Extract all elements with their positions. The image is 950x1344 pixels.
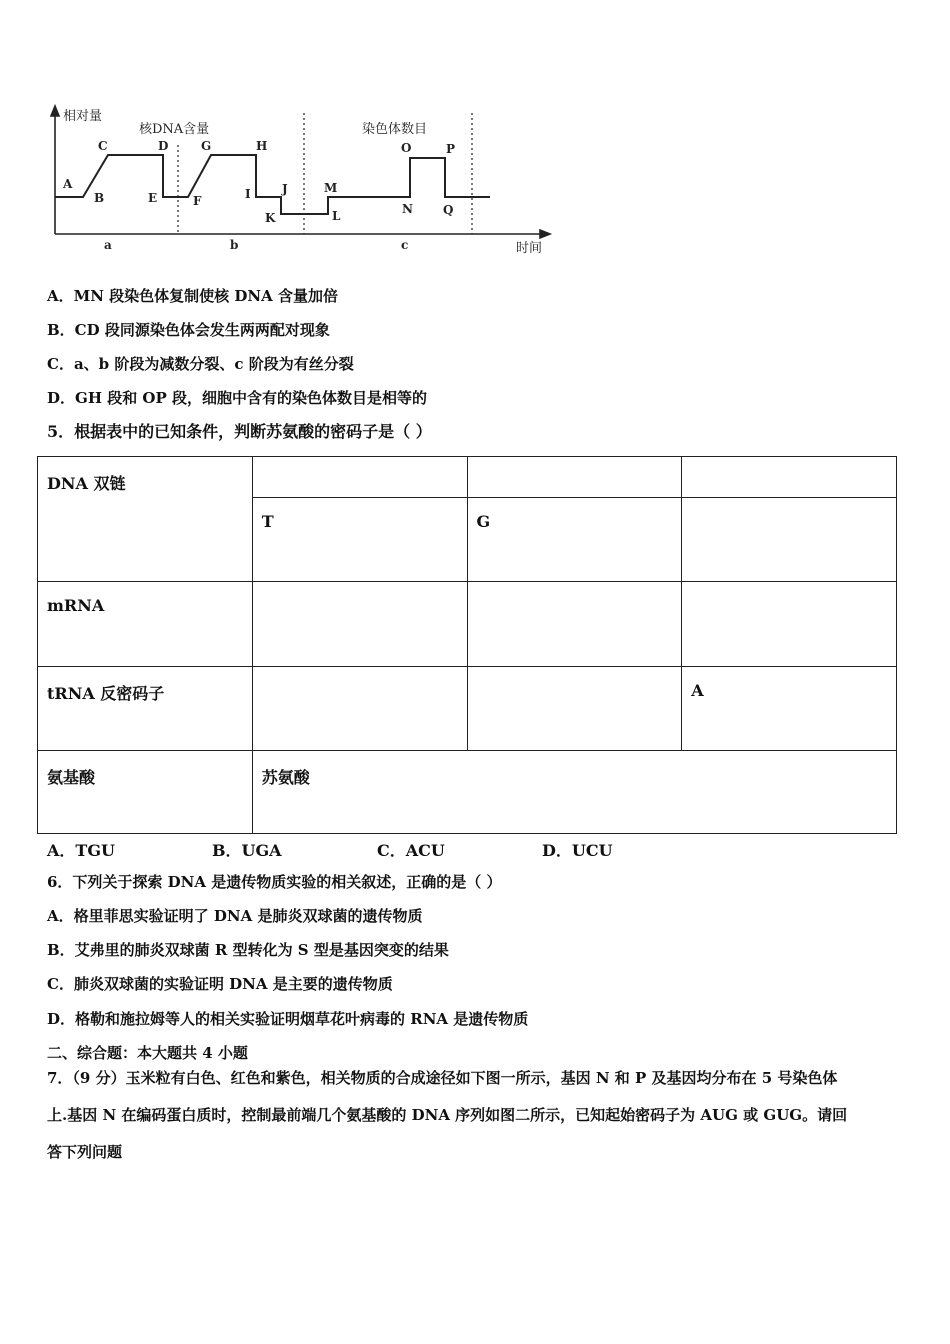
- point-label: N: [402, 202, 413, 216]
- point-label: Q: [443, 203, 454, 217]
- row-header-dna: DNA 双链: [38, 457, 253, 582]
- q5-option-b: B．UGA: [212, 841, 282, 860]
- q4-option-d: D．GH 段和 OP 段，细胞中含有的染色体数目是相等的: [47, 389, 428, 407]
- curve-line: [55, 155, 490, 214]
- phase-label: c: [401, 238, 409, 252]
- table-cell: [252, 582, 467, 667]
- row-header-trna: tRNA 反密码子: [38, 667, 253, 751]
- q6-option-b: B．艾弗里的肺炎双球菌 R 型转化为 S 型是基因突变的结果: [47, 941, 449, 959]
- point-label: K: [265, 211, 276, 225]
- q7-line-3: 答下列问题: [47, 1143, 123, 1161]
- table-cell: [252, 457, 467, 498]
- q4-option-b: B．CD 段同源染色体会发生两两配对现象: [47, 321, 330, 339]
- codon-table: [37, 456, 897, 834]
- q7-line-2: 上.基因 N 在编码蛋白质时，控制最前端几个氨基酸的 DNA 序列如图二所示，已知起始密码子为 AUG 或 GUG。请回: [47, 1106, 848, 1124]
- section-label-dna: 核DNA含量: [139, 122, 210, 137]
- y-axis-label: 相对量: [63, 109, 103, 124]
- point-label: G: [201, 139, 212, 153]
- point-label: J: [282, 182, 288, 196]
- q5-option-a: A．TGU: [47, 841, 115, 860]
- q6-option-a: A．格里菲思实验证明了 DNA 是肺炎双球菌的遗传物质: [47, 907, 423, 925]
- point-label: D: [158, 139, 169, 153]
- q6-option-d: D．格勒和施拉姆等人的相关实验证明烟草花叶病毒的 RNA 是遗传物质: [47, 1010, 529, 1028]
- q6-option-c: C．肺炎双球菌的实验证明 DNA 是主要的遗传物质: [47, 975, 393, 993]
- dna-cell-g: G: [467, 498, 682, 582]
- table-cell: [252, 667, 467, 751]
- section-label-chromosome: 染色体数目: [362, 122, 428, 137]
- point-label: F: [193, 194, 202, 208]
- section-heading: 二、综合题：本大题共 4 小题: [47, 1044, 248, 1062]
- point-label: C: [98, 139, 108, 153]
- amino-acid-value: 苏氨酸: [252, 751, 896, 834]
- table-cell: [682, 498, 897, 582]
- point-label: I: [245, 187, 251, 201]
- x-axis-label: 时间: [516, 241, 543, 256]
- x-axis-arrow: [540, 230, 550, 238]
- point-label: L: [332, 209, 341, 223]
- point-label: H: [256, 139, 268, 153]
- table-cell: [682, 582, 897, 667]
- table-cell: [682, 457, 897, 498]
- point-label: B: [94, 191, 105, 205]
- table-cell: [467, 582, 682, 667]
- q5-stem: 5．根据表中的已知条件，判断苏氨酸的密码子是（ ）: [47, 422, 432, 441]
- dna-cell-t: T: [252, 498, 467, 582]
- row-header-amino-acid: 氨基酸: [38, 751, 253, 834]
- point-label: P: [446, 142, 456, 156]
- phase-label: a: [104, 238, 112, 252]
- point-label: O: [401, 141, 412, 155]
- point-label: E: [148, 191, 158, 205]
- dna-chromosome-figure: [0, 0, 600, 270]
- q5-option-c: C．ACU: [377, 841, 445, 860]
- q6-stem: 6．下列关于探索 DNA 是遗传物质实验的相关叙述，正确的是（ ）: [47, 873, 502, 891]
- q4-option-c: C．a、b 阶段为减数分裂、c 阶段为有丝分裂: [47, 355, 354, 373]
- phase-label: b: [230, 238, 239, 252]
- point-label: M: [324, 181, 338, 195]
- point-label: A: [63, 177, 73, 191]
- q7-line-1: 7．（9 分）玉米粒有白色、红色和紫色，相关物质的合成途径如下图一所示，基因 N 和 P 及基因均分布在 5 号染色体: [47, 1069, 838, 1087]
- table-cell: [467, 667, 682, 751]
- table-cell: [467, 457, 682, 498]
- q4-option-a: A．MN 段染色体复制使核 DNA 含量加倍: [47, 287, 338, 305]
- trna-cell-a: A: [682, 667, 897, 751]
- q5-option-d: D．UCU: [542, 841, 613, 860]
- row-header-mrna: mRNA: [38, 582, 253, 667]
- y-axis-arrow: [51, 106, 59, 116]
